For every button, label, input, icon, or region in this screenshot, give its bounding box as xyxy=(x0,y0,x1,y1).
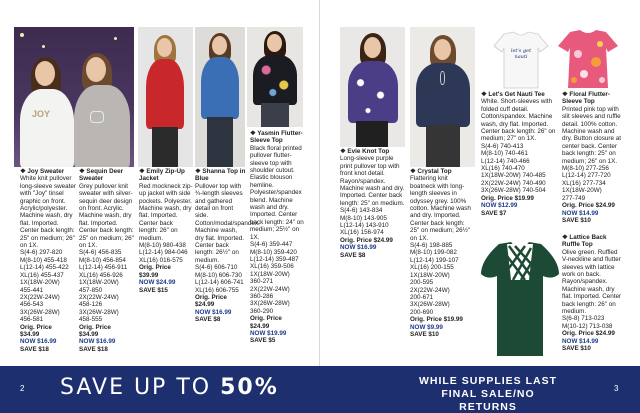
orig-price: Orig. Price $24.99 xyxy=(562,330,615,338)
sku-line: XL(16) 200-155 xyxy=(410,264,454,272)
sku-line: XL(16) 359-506 xyxy=(250,263,294,271)
sku-line: L(12-14) 199-107 xyxy=(410,256,459,264)
sku-line: S(4-6) 297-820 xyxy=(20,249,63,257)
product-name: ❖ Shanna Top in Blue xyxy=(195,168,246,183)
now-price: NOW $16.99 xyxy=(195,308,232,316)
page-number-right: 3 xyxy=(614,384,619,393)
product-emily-jacket xyxy=(139,168,193,294)
orig-price: $24.99 xyxy=(195,301,215,309)
sku-line: 456-581 xyxy=(20,316,44,324)
page-number-left: 2 xyxy=(20,384,25,393)
save-amount: SAVE $10 xyxy=(410,330,439,338)
now-price: NOW $24.99 xyxy=(139,279,176,287)
sku-line: XL(16) 277-734 xyxy=(562,179,606,187)
product-desc: Red mockneck zip-up jacket with side pockets. Polyester. Machine wash, dry flat. Imported. Center back length: 26" on medium. xyxy=(139,182,193,242)
sku-line: M(8-10) 143-905 xyxy=(340,214,387,222)
product-desc: Grey pullover knit sweater with silver-sequin deer design on front. Acrylic. Machine wash, dry flat. Imported. Center back length: 25" on medium; 26" on 1X. xyxy=(79,182,134,250)
page-gutter xyxy=(319,0,320,413)
sku-line: 456-543 xyxy=(20,301,44,309)
sku-line: 2X(22W-24W) xyxy=(20,293,60,301)
photo-crystal xyxy=(410,27,475,167)
sku-line: M(8-10) 980-438 xyxy=(139,242,186,250)
orig-price: Orig. Price $19.99 xyxy=(481,194,534,202)
product-desc: Long-sleeve purple print pullover top with front knot detail. Rayon/spandex. Machine wash and dry. Imported. Center back length: 25" on medium. xyxy=(340,155,405,207)
sku-line: M(8-10) 199-082 xyxy=(410,249,457,257)
photo-yasmin xyxy=(247,27,303,127)
now-price: NOW $14.99 xyxy=(562,209,599,217)
nauti-tee-shape xyxy=(492,30,550,90)
tee-graphic-text: let's get nauti xyxy=(510,48,532,60)
sku-line: 1X(18W-20W) xyxy=(79,279,119,287)
sku-line: 1X(18W-20W) 740-485 xyxy=(481,172,546,180)
sku-line: M(8-10) 740-461 xyxy=(481,150,528,158)
sku-line: 360-286 xyxy=(250,292,274,300)
product-name: ❖ Evie Knot Top xyxy=(340,148,390,155)
orig-price: $34.99 xyxy=(20,330,40,338)
sku-line: 2X(22W-24W) xyxy=(79,293,119,301)
sale-banner xyxy=(0,366,640,413)
sku-line: XL(16) 606-755 xyxy=(195,286,239,294)
product-desc: Olive green. Ruffled V-neckline and flutter sleeves with lattice work on back. Rayon/spandex. Machine wash, dry flat. Imported. Center back length: 26" on medium. xyxy=(562,248,622,316)
sku-line: L(12-14) 606-741 xyxy=(195,279,244,287)
photo-evie xyxy=(340,27,405,147)
orig-price-label: Orig. Price xyxy=(139,264,171,272)
sku-line: L(12-14) 984-046 xyxy=(139,249,188,257)
sku-line: S(4-6) 198-885 xyxy=(410,242,453,250)
sku-line: S(6-8) 713-023 xyxy=(562,315,605,323)
sku-line: M(8-10) 456-854 xyxy=(79,256,126,264)
sku-line: 2X(22W-24W) xyxy=(410,286,450,294)
product-desc: Black floral printed pullover flutter-sleeve top with shoulder cutout. Elastic blouson hemline. Polyester/spandex blend. Machine wash and dry. Imported. Center back length: 24" on medium; 25½" on 1X. xyxy=(250,144,304,241)
save-amount: SAVE $15 xyxy=(139,286,168,294)
product-lattice-top xyxy=(562,234,624,353)
sku-line: L(12-14) 456-911 xyxy=(79,264,128,272)
orig-price: $34.99 xyxy=(79,330,99,338)
sku-line: 3X(26W-28W) 740-504 xyxy=(481,187,546,195)
orig-price-label: Orig. Price xyxy=(79,323,111,331)
sku-line: S(4-6) 359-447 xyxy=(250,241,293,249)
supplies-line-2: FINAL SALE/NO RETURNS xyxy=(441,388,535,413)
sku-line: 458-126 xyxy=(79,301,103,309)
sku-line: 1X(18W-20W) xyxy=(250,270,290,278)
product-nauti-tee xyxy=(481,91,557,217)
product-desc: White knit pullover long-sleeve sweater with "Joy" tinsel graphic on front. Acrylic/polyester. Machine wash, dry flat. Imported. Center back length: 25" on medium; 26" on 1X. xyxy=(20,175,77,250)
sku-line: S(4-6) 740-413 xyxy=(481,142,524,150)
sku-line: XL(16) 455-437 xyxy=(20,271,64,279)
photo-nauti-tee xyxy=(492,30,550,90)
now-price: NOW $16.99 xyxy=(79,338,116,346)
sku-line: XL(16) 016-575 xyxy=(139,256,183,264)
supplies-note xyxy=(418,375,558,413)
product-name: ❖ Yasmin Flutter-Sleeve Top xyxy=(250,130,303,145)
now-price: NOW $16.99 xyxy=(340,244,377,252)
sku-line: 200-595 xyxy=(410,279,434,287)
sku-line: L(12-14) 359-487 xyxy=(250,255,299,263)
sku-line: 277-749 xyxy=(562,194,586,202)
product-joy-sweater xyxy=(20,168,76,353)
sku-line: M(8-10) 606-730 xyxy=(195,271,242,279)
product-desc: Printed pink top with slit sleeves and ruffle detail. 100% cotton. Machine wash and dry. Button closure at center back. Center back length: 25" on medium; 26" on 1X. xyxy=(562,105,622,165)
product-name: ❖ Let's Get Nauti Tee xyxy=(481,91,545,98)
save-amount: SAVE $8 xyxy=(195,316,221,324)
sku-line: S(4-6) 456-835 xyxy=(79,249,122,257)
product-name: ❖ Emily Zip-Up Jacket xyxy=(139,168,185,183)
product-name: ❖ Lattice Back Ruffle Top xyxy=(562,234,607,249)
orig-price: Orig. Price $24.99 xyxy=(562,202,615,210)
save-amount: SAVE $18 xyxy=(20,345,49,353)
product-evie-knot-top xyxy=(340,148,406,259)
photo-shanna xyxy=(195,27,245,167)
sku-line: 200-690 xyxy=(410,308,434,316)
sku-line: M(8-10) 359-420 xyxy=(250,248,297,256)
sku-line: 1X(18W-20W) xyxy=(562,187,602,195)
save-amount: SAVE $5 xyxy=(250,337,276,345)
orig-price: $24.99 xyxy=(250,322,270,330)
now-price: NOW $16.99 xyxy=(20,338,57,346)
sku-line: 3X(26W-28W) xyxy=(20,308,60,316)
sku-line: 1X(18W-20W) xyxy=(20,279,60,287)
sku-line: 360-271 xyxy=(250,278,274,286)
product-desc: White. Short-sleeves with folded cuff detail. Cotton/spandex. Machine wash, dry flat. Imported. Center back length: 26" on medium; 27" on 1X. xyxy=(481,98,556,143)
product-desc: Pullover top with ¾-length sleeves and gathered detail on front side. Cotton/modal/spandex. Machine wash, dry flat. Imported. Center back length: 26½" on medium. xyxy=(195,182,260,264)
save-amount: SAVE $7 xyxy=(481,209,507,217)
sale-headline xyxy=(60,375,279,400)
save-amount: SAVE $8 xyxy=(340,251,366,259)
now-price: NOW $12.99 xyxy=(481,202,518,210)
product-crystal-top xyxy=(410,168,474,338)
sku-line: 458-555 xyxy=(79,316,103,324)
orig-price: Orig. Price $24.99 xyxy=(340,236,393,244)
sku-line: L(12-14) 740-466 xyxy=(481,157,530,165)
product-name: ❖ Crystal Top xyxy=(410,168,452,175)
save-amount: SAVE $18 xyxy=(79,345,108,353)
sku-line: L(12-14) 277-720 xyxy=(562,172,611,180)
photo-lattice-top xyxy=(479,240,561,360)
sku-line: XL(16) 456-926 xyxy=(79,271,123,279)
orig-price: Orig. Price $19.99 xyxy=(410,316,463,324)
sku-line: 1X(18W-20W) xyxy=(410,271,450,279)
supplies-line-1: WHILE SUPPLIES LAST xyxy=(418,375,557,387)
lattice-top-shape xyxy=(479,240,561,360)
product-sequin-deer-sweater xyxy=(79,168,135,353)
sku-line: 2X(22W-24W) 740-490 xyxy=(481,179,546,187)
sku-line: L(12-14) 143-910 xyxy=(340,222,389,230)
now-price: NOW $19.99 xyxy=(250,329,287,337)
floral-top-shape xyxy=(556,28,620,90)
photo-joy-sequin: JOY xyxy=(14,27,134,167)
orig-price-label: Orig. Price xyxy=(20,323,52,331)
sku-line: 3X(26W-28W) xyxy=(410,301,450,309)
product-yasmin-top xyxy=(250,130,306,345)
sku-line: S(4-6) 606-710 xyxy=(195,264,238,272)
photo-floral-top xyxy=(556,28,620,90)
sku-line: 200-671 xyxy=(410,293,434,301)
sku-line: M(8-10) 455-418 xyxy=(20,256,67,264)
product-name: ❖ Joy Sweater xyxy=(20,168,65,175)
sku-line: 455-441 xyxy=(20,286,44,294)
sku-line: M(8-10) 277-256 xyxy=(562,165,609,173)
sku-line: 2X(22W-24W) xyxy=(250,285,290,293)
save-amount: SAVE $10 xyxy=(562,345,591,353)
product-floral-top xyxy=(562,91,624,224)
product-name: ❖ Sequin Deer Sweater xyxy=(79,168,124,183)
sku-line: L(12-14) 455-422 xyxy=(20,264,69,272)
sku-line: XL(16) 156-974 xyxy=(340,229,384,237)
photo-emily xyxy=(138,27,193,167)
orig-price-label: Orig. Price xyxy=(195,293,227,301)
sku-line: XL(16) 740-470 xyxy=(481,165,525,173)
sku-line: 457-850 xyxy=(79,286,103,294)
orig-price-label: Orig. Price xyxy=(250,315,282,323)
sale-prefix: SAVE UP TO xyxy=(60,375,221,400)
sale-value: 50% xyxy=(220,375,279,400)
sku-line: S(4-6) 143-834 xyxy=(340,207,383,215)
now-price: NOW $14.99 xyxy=(562,337,599,345)
save-amount: SAVE $10 xyxy=(562,216,591,224)
sku-line: 360-290 xyxy=(250,307,274,315)
product-shanna-top xyxy=(195,168,260,324)
product-name: ❖ Floral Flutter-Sleeve Top xyxy=(562,91,610,106)
sku-line: 3X(26W-28W) xyxy=(79,308,119,316)
sku-line: M(10-12) 713-038 xyxy=(562,322,613,330)
product-desc: Flattering knit boatneck with long-length sleeves in odyssey grey. 100% cotton. Machine wash and dry. Imported. Center back length: 25" on medium; 26½" on 1X. xyxy=(410,175,471,242)
orig-price: $39.99 xyxy=(139,271,159,279)
sku-line: 3X(26W-28W) xyxy=(250,300,290,308)
now-price: NOW $9.99 xyxy=(410,323,443,331)
